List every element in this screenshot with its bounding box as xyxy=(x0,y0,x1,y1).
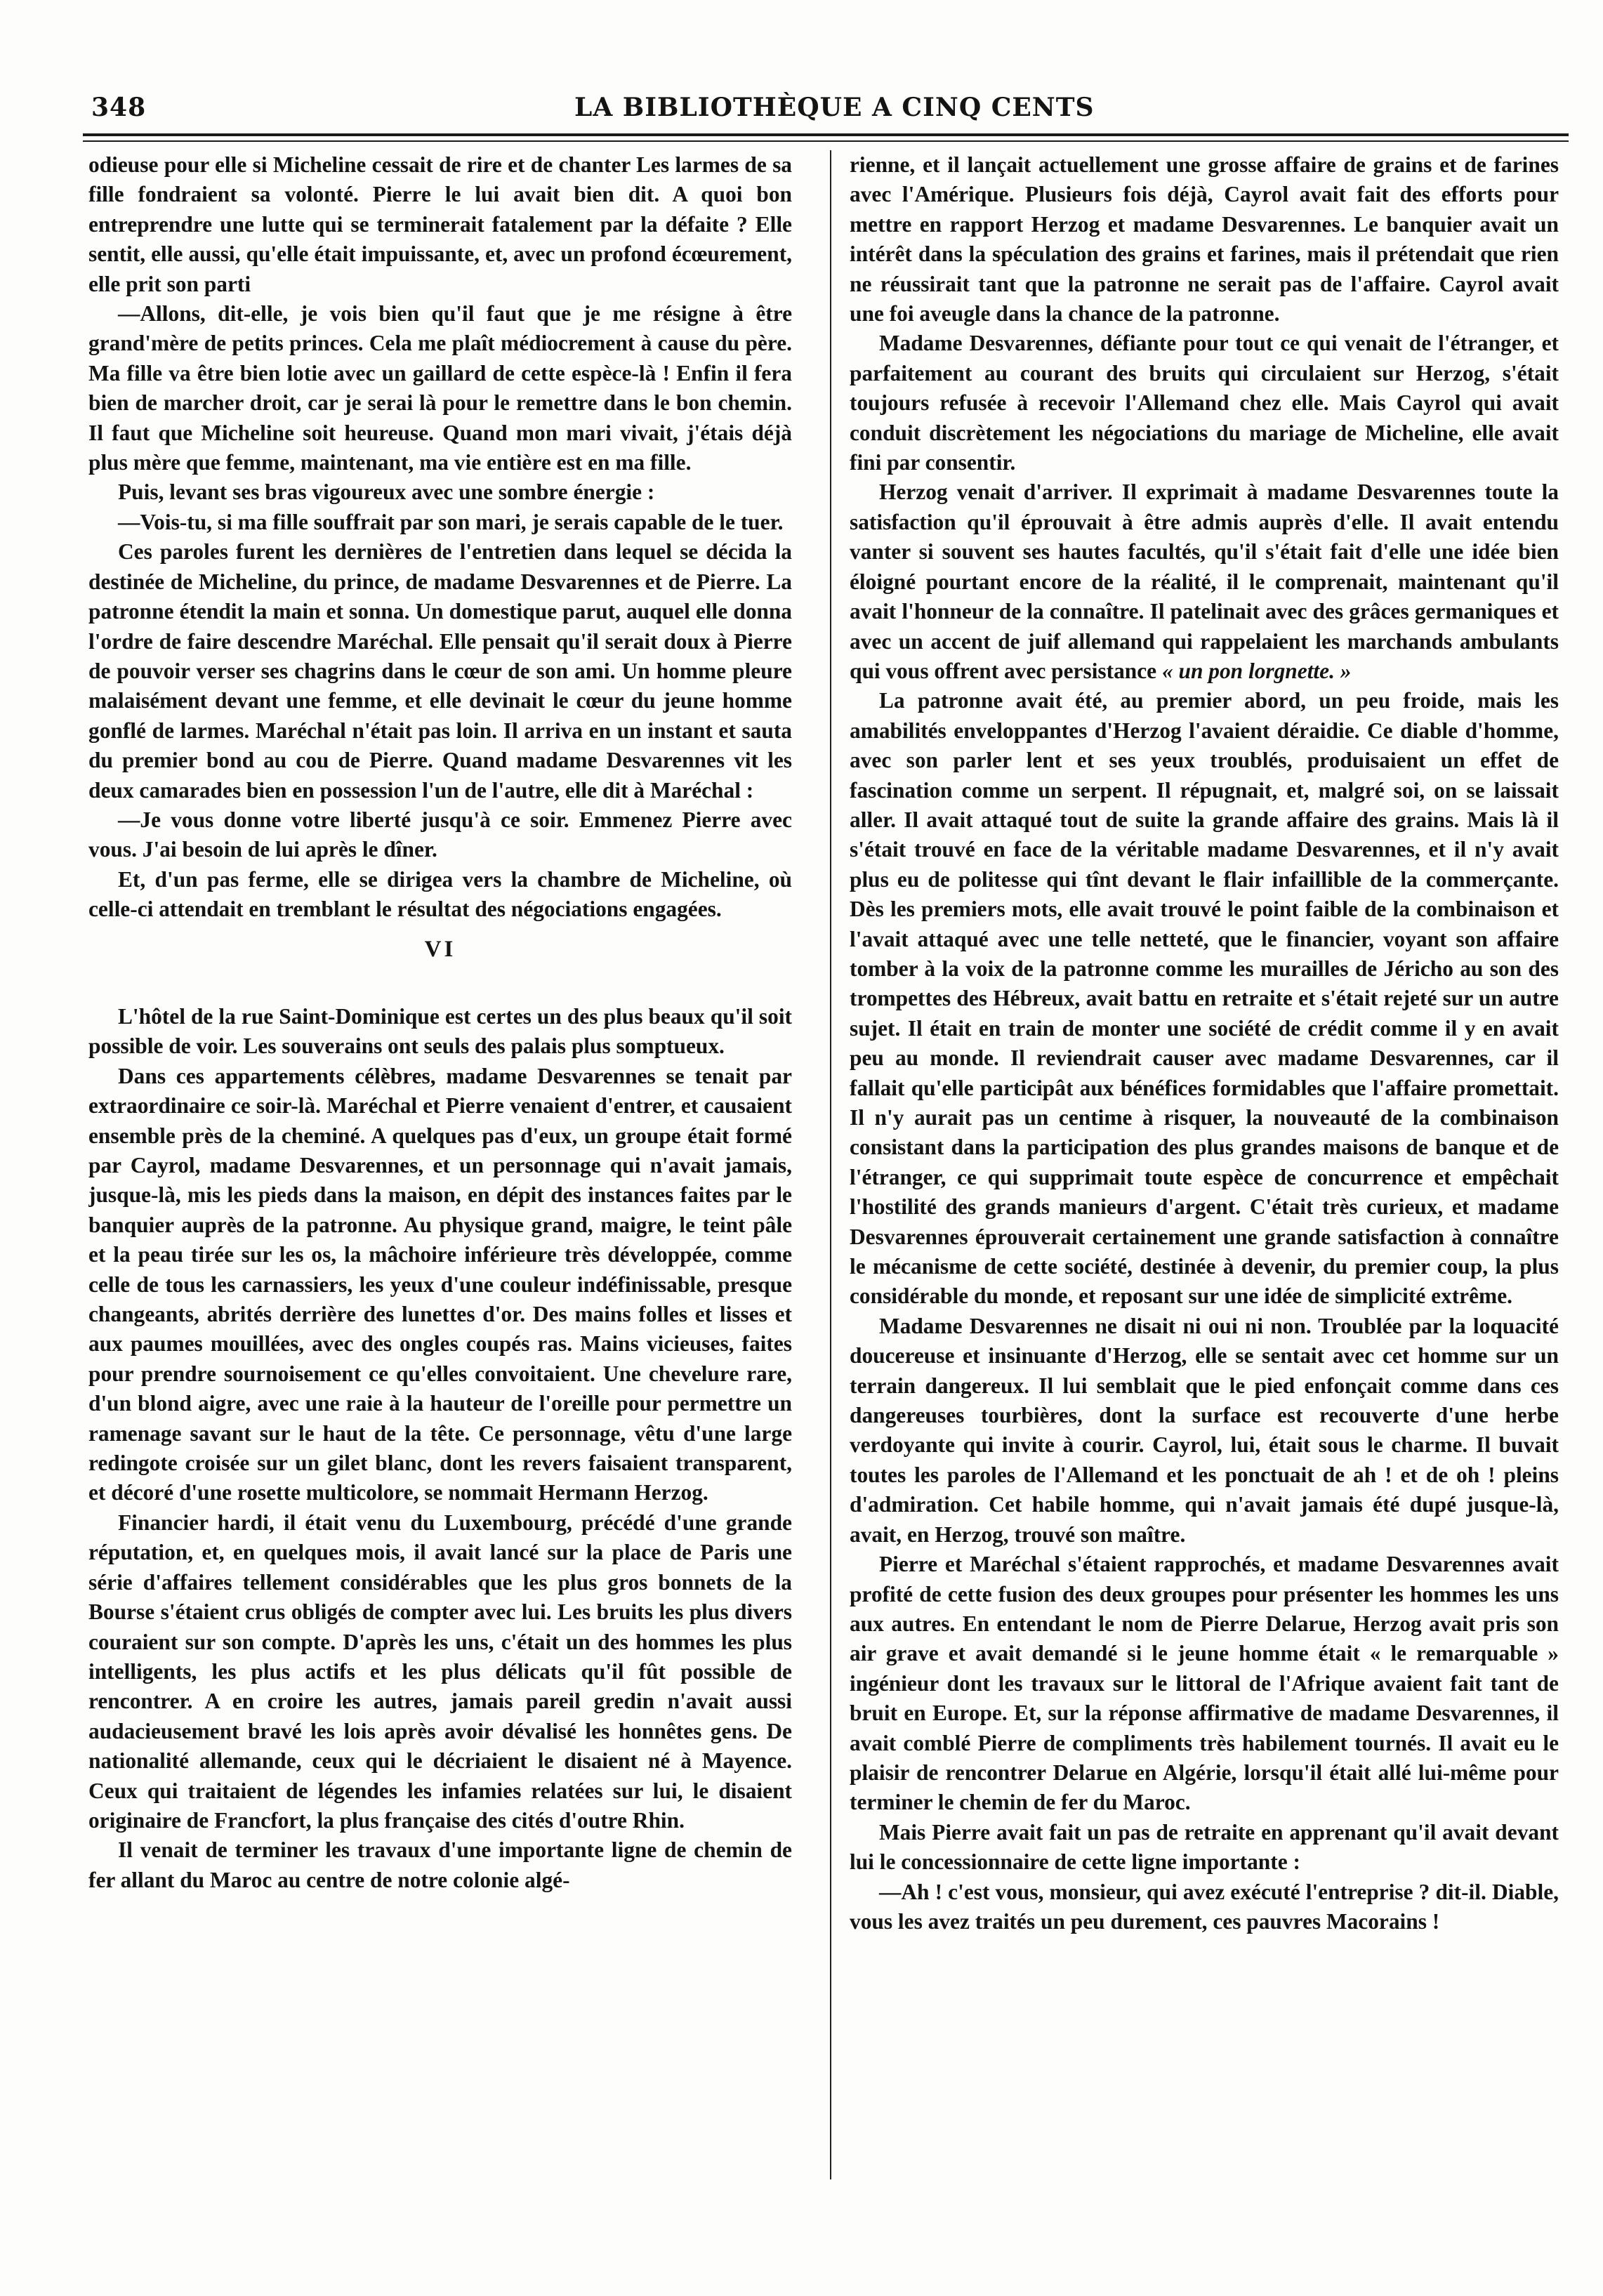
paragraph: Financier hardi, il était venu du Luxembourg, précédé d'une grande réputation, et, en quelques mois, il avait lancé sur la place de Paris une série d'affaires tellement considérables que les plus gros bonnets de la Bourse s'étaient crus obligés de compter avec lui. Les bruits les plus divers couraient sur son compte. D'après les uns, c'était un des hommes les plus intelligents, les plus actifs et les plus délicats qu'il fût possible de rencontrer. A en croire les autres, jamais pareil gredin n'avait aussi audacieusement bravé les lois après avoir dévalisé les honnêtes gens. De nationalité allemande, ceux qui le décriaient le disaient né à Mayence. Ceux qui traitaient de légendes les infamies relatées sur lui, le disaient originaire de Francfort, la plus française des cités d'outre Rhin. xyxy=(88,1510,792,1833)
paragraph: Madame Desvarennes, défiante pour tout ce qui venait de l'étranger, et parfaitement au courant des bruits qui circulaient sur Herzog, s'était toujours refusée à recevoir l'Allemand chez elle. Mais Cayrol qui avait conduit discrètement les négociations du mariage de Micheline, elle avait fini par consentir. xyxy=(850,331,1559,475)
paragraph: —Allons, dit-elle, je vois bien qu'il faut que je me résigne à être grand'mère de petits princes. Cela me plaît médiocrement à cause du père. Ma fille va être bien lotie avec un gaillard de cette espèce-là ! Enfin il fera bien de marcher droit, car je serai là pour le remettre dans le bon chemin. Il faut que Micheline soit heureuse. Quand mon mari vivait, j'étais déjà plus mère que femme, maintenant, ma vie entière est en ma fille. xyxy=(88,301,792,475)
header-rule xyxy=(83,133,1569,136)
right-column xyxy=(850,150,1559,2215)
paragraph: La patronne avait été, au premier abord, un peu froide, mais les amabilités enveloppantes d'Herzog l'avaient déraidie. Ce diable d'homme, avec son parler lent et ses yeux troublés, produisaient un effet de fascination comme un serpent. Il répugnait, et, malgré soi, on se laissait aller. Il avait attaqué tout de suite la grande affaire des grains. Mais là il s'était trouvé en face de la véritable madame Desvarennes, et il n'y avait plus eu de politesse qui tînt devant le flair infaillible de la commerçante. Dès les premiers mots, elle avait trouvé le point faible de la combinaison et l'avait attaqué avec une telle netteté, que le financier, voyant son affaire tomber à la voix de la patronne comme les murailles de Jéricho au son des trompettes des Hébreux, avait battu en retraite et s'était rejeté sur un autre sujet. Il était en train de monter une société de crédit comme il y en avait peu au monde. Il reviendrait causer avec madame Desvarennes, car il fallait qu'elle participât aux bénéfices formidables que l'affaire promettait. Il n'y aurait pas un centime à risquer, la nouveauté de la combinaison consistant dans la participation des plus grandes maisons de banque et de l'étranger, ce qui supprimait toute espèce de concurrence et empêchait l'hostilité des grands manieurs d'argent. C'était très curieux, et madame Desvarennes éprouverait certainement une grande satisfaction à connaître le mécanisme de cette société, destinée à devenir, du premier coup, la plus considérable du monde, et reposant sur une idée de simplicité extrême. xyxy=(850,688,1559,1309)
paragraph: Dans ces appartements célèbres, madame Desvarennes se tenait par extraordinaire ce soir-là. Maréchal et Pierre venaient d'entrer, et causaient ensemble près de la cheminé. A quelques pas d'eux, un groupe était formé par Cayrol, madame Desvarennes, et un personnage qui n'avait jamais, jusque-là, mis les pieds dans la maison, en dépit des instances faites par le banquier auprès de la patronne. Au physique grand, maigre, le teint pâle et la peau tirée sur les os, la mâchoire inférieure très développée, comme celle de tous les carnassiers, les yeux d'une couleur indéfinissable, presque changeants, abrités derrière des lunettes d'or. Des mains folles et lisses et aux paumes mouillées, avec des ongles coupés ras. Mains vicieuses, faites pour prendre sournoisement ce qu'elles convoitaient. Une chevelure rare, d'un blond aigre, avec une raie à la hauteur de l'oreille pour permettre un ramenage savant sur le haut de la tête. Ce personnage, vêtu d'une large redingote croisée sur un gilet blanc, dont les revers faisaient transparent, et décoré d'une rosette multicolore, se nommait Hermann Herzog. xyxy=(88,1063,792,1505)
paragraph: Puis, levant ses bras vigoureux avec une sombre énergie : xyxy=(118,480,655,505)
chapter-heading: VI xyxy=(424,936,456,962)
paragraph: Mais Pierre avait fait un pas de retraite en apprenant qu'il avait devant lui le concessionnaire de cette ligne importante : xyxy=(850,1819,1559,1875)
running-title: LA BIBLIOTHÈQUE A CINQ CENTS xyxy=(574,93,1095,122)
paragraph: Il venait de terminer les travaux d'une importante ligne de chemin de fer allant du Maroc au centre de notre colonie algé- xyxy=(88,1838,792,1892)
page-number: 348 xyxy=(91,93,147,122)
left-column xyxy=(88,150,792,2215)
paragraph xyxy=(850,477,1559,686)
paragraph-text: Herzog venait d'arriver. Il exprimait à madame Desvarennes toute la satisfaction qu'il éprouvait à être admis auprès d'elle. Il avait entendu vanter si souvent ses hautes facultés, qu'il s'était fait d'elle une idée bien éloigné pourtant encore de la réalité, il le comprenait, maintenant qu'il avait l'honneur de la connaître. Il patelinait avec des grâces germaniques et avec un accent de juif allemand qui rappelaient les marchands ambulants qui vous offrent avec persistance xyxy=(850,480,1559,683)
paragraph: Pierre et Maréchal s'étaient rapprochés, et madame Desvarennes avait profité de cette fusion des deux groupes pour présenter les hommes les uns aux autres. En entendant le nom de Pierre Delarue, Herzog avait pris son air grave et avait demandé si le jeune homme était « le remarquable » ingénieur dont les travaux sur le littoral de l'Afrique avaient fait tant de bruit en Europe. Et, sur la réponse affirmative de madame Desvarennes, il avait comblé Pierre de compliments très habilement tournés. Il avait eu le plaisir de rencontrer Delarue en Algérie, lorsqu'il était allé lui-même pour terminer le chemin de fer du Maroc. xyxy=(850,1552,1559,1815)
paragraph: odieuse pour elle si Micheline cessait de rire et de chanter Les larmes de sa fille fondraient sa volonté. Pierre le lui avait bien dit. A quoi bon entreprendre une lutte qui se terminerait fatalement par la défaite ? Elle sentit, elle aussi, qu'elle était impuissante, et, avec un profond écœurement, elle prit son parti xyxy=(88,152,792,296)
paragraph: L'hôtel de la rue Saint-Dominique est certes un des plus beaux qu'il soit possible de voir. Les souverains ont seuls des palais plus somptueux. xyxy=(88,1003,792,1059)
italic-quote: « un pon lorgnette. » xyxy=(1161,658,1352,683)
paragraph: —Ah ! c'est vous, monsieur, qui avez exécuté l'entreprise ? dit-il. Diable, vous les avez traités un peu durement, ces pauvres Macorains ! xyxy=(850,1879,1559,1934)
paragraph: Madame Desvarennes ne disait ni oui ni non. Troublée par la loquacité doucereuse et insinuante d'Herzog, elle se sentait avec cet homme sur un terrain dangereux. Il lui semblait que le pied enfonçait comme dans ces dangereuses tourbières, dont la surface est recouverte d'une herbe verdoyante qui invite à courir. Cayrol, lui, était sous le charme. Il buvait toutes les paroles de l'Allemand et les ponctuait de ah ! et de oh ! pleins d'admiration. Cet habile homme, qui n'avait jamais été dupé jusque-là, avait, en Herzog, trouvé son maître. xyxy=(850,1313,1559,1547)
paragraph: —Je vous donne votre liberté jusqu'à ce soir. Emmenez Pierre avec vous. J'ai besoin de lui après le dîner. xyxy=(88,807,792,862)
page xyxy=(83,86,1569,2234)
text-columns xyxy=(83,150,1569,2229)
paragraph: Ces paroles furent les dernières de l'entretien dans lequel se décida la destinée de Micheline, du prince, de madame Desvarennes et de Pierre. La patronne étendit la main et sonna. Un domestique parut, auquel elle donna l'ordre de faire descendre Maréchal. Elle pensait qu'il serait doux à Pierre de pouvoir verser ses chagrins dans le cœur de son ami. Un homme pleure malaisément devant une femme, et elle devinait le cœur du jeune homme gonflé de larmes. Maréchal n'était pas loin. Il arriva en un instant et sauta du premier bond au cou de Pierre. Quand madame Desvarennes vit les deux camarades bien en possession l'un de l'autre, elle dit à Maréchal : xyxy=(88,539,792,803)
paragraph: Et, d'un pas ferme, elle se dirigea vers la chambre de Micheline, où celle-ci attendait en tremblant le résultat des négociations engagées. xyxy=(88,866,792,922)
paragraph: rienne, et il lançait actuellement une grosse affaire de grains et de farines avec l'Amérique. Plusieurs fois déjà, Cayrol avait fait des efforts pour mettre en rapport Herzog et madame Desvarennes. Le banquier avait un intérêt dans la spéculation des grains et farines, mais il prétendait que rien ne réussirait tant que la patronne ne serait pas de l'affaire. Cayrol avait une foi aveugle dans la chance de la patronne. xyxy=(850,152,1559,326)
paragraph: —Vois-tu, si ma fille souffrait par son mari, je serais capable de le tuer. xyxy=(118,509,784,534)
page-header xyxy=(83,86,1569,132)
column-divider xyxy=(830,150,831,2179)
header-rule-thin xyxy=(83,140,1569,142)
